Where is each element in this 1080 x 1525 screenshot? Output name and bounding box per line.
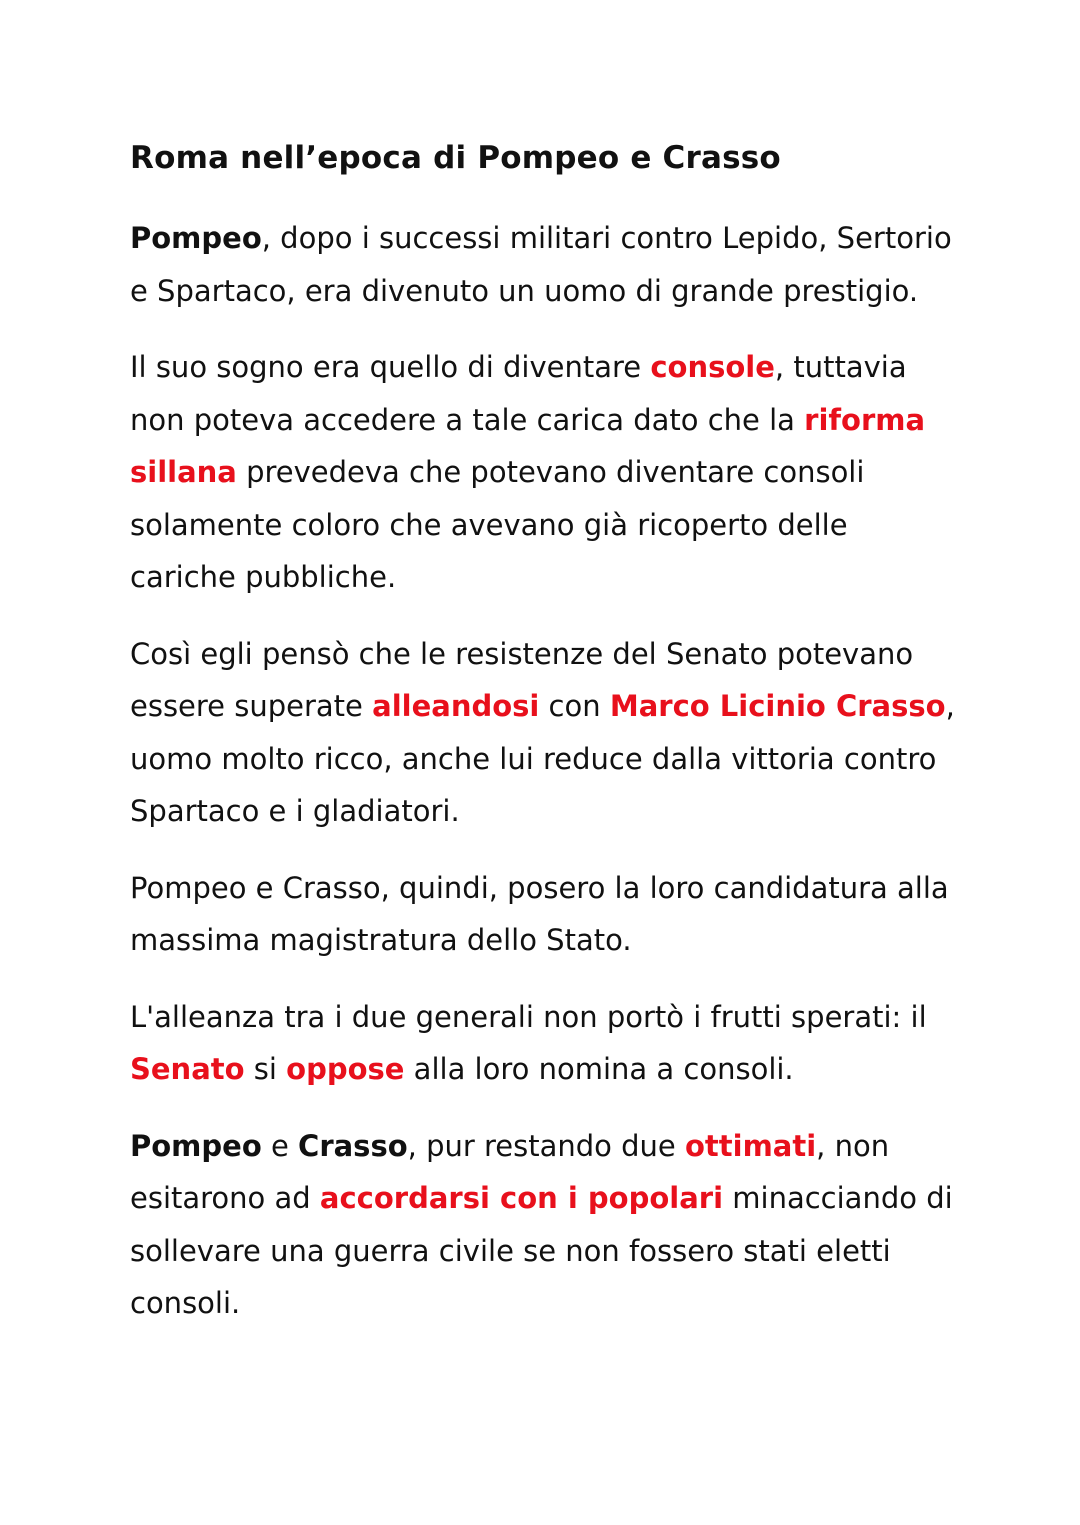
text-span: minacciando di sollevare una guerra civile se non fossero stati eletti consoli. (130, 1181, 953, 1320)
highlight-term: alleandosi (372, 689, 540, 723)
highlight-term: Senato (130, 1052, 245, 1086)
paragraph-popolari (130, 1120, 960, 1330)
text-span: prevedeva che potevano diventare consoli solamente coloro che avevano già ricoperto delle cariche pubbliche. (130, 455, 865, 594)
document-page (130, 130, 960, 1354)
paragraph-candidatura (130, 862, 960, 967)
text-span: Pompeo (130, 221, 262, 255)
text-span: , dopo i successi militari contro Lepido, Sertorio e Spartaco, era divenuto un uomo di grande prestigio. (130, 221, 952, 308)
highlight-term: ottimati (684, 1128, 817, 1163)
highlight-term: accordarsi con i popolari (319, 1181, 724, 1215)
text-span: Il suo sogno era quello di diventare (130, 350, 651, 384)
text-span: Così egli pensò che le resistenze del Senato potevano essere superate (130, 636, 914, 723)
text-span: , uomo molto ricco, anche lui reduce dalla vittoria contro Spartaco e i gladiatori. (130, 689, 955, 828)
highlight-term: console (650, 350, 775, 384)
text-span: Pompeo (130, 1128, 262, 1163)
text-span: alla loro nomina a consoli. (404, 1052, 794, 1086)
text-span: si (244, 1052, 287, 1086)
highlight-term: riforma sillana (130, 402, 926, 489)
text-span: con (539, 689, 610, 723)
text-span: e (261, 1128, 299, 1163)
paragraph-pompeo-intro (130, 212, 960, 317)
highlight-term: Marco Licinio Crasso (609, 689, 946, 723)
paragraph-alleanza (130, 628, 960, 838)
text-span: , tuttavia non poteva accedere a tale carica dato che la (130, 350, 907, 437)
text-span: Pompeo e Crasso, quindi, posero la loro candidatura alla massima magistratura dello Stato. (130, 870, 949, 957)
paragraph-senato (130, 991, 960, 1096)
text-span: Crasso (298, 1128, 408, 1163)
page-title: Roma nell’epoca di Pompeo e Crasso (130, 140, 781, 176)
text-span: , pur restando due (407, 1128, 685, 1163)
highlight-term: oppose (286, 1052, 405, 1086)
text-span: , non esitarono ad (130, 1128, 890, 1215)
text-span: L'alleanza tra i due generali non portò i frutti sperati: il (130, 999, 927, 1034)
paragraph-console (130, 341, 960, 604)
